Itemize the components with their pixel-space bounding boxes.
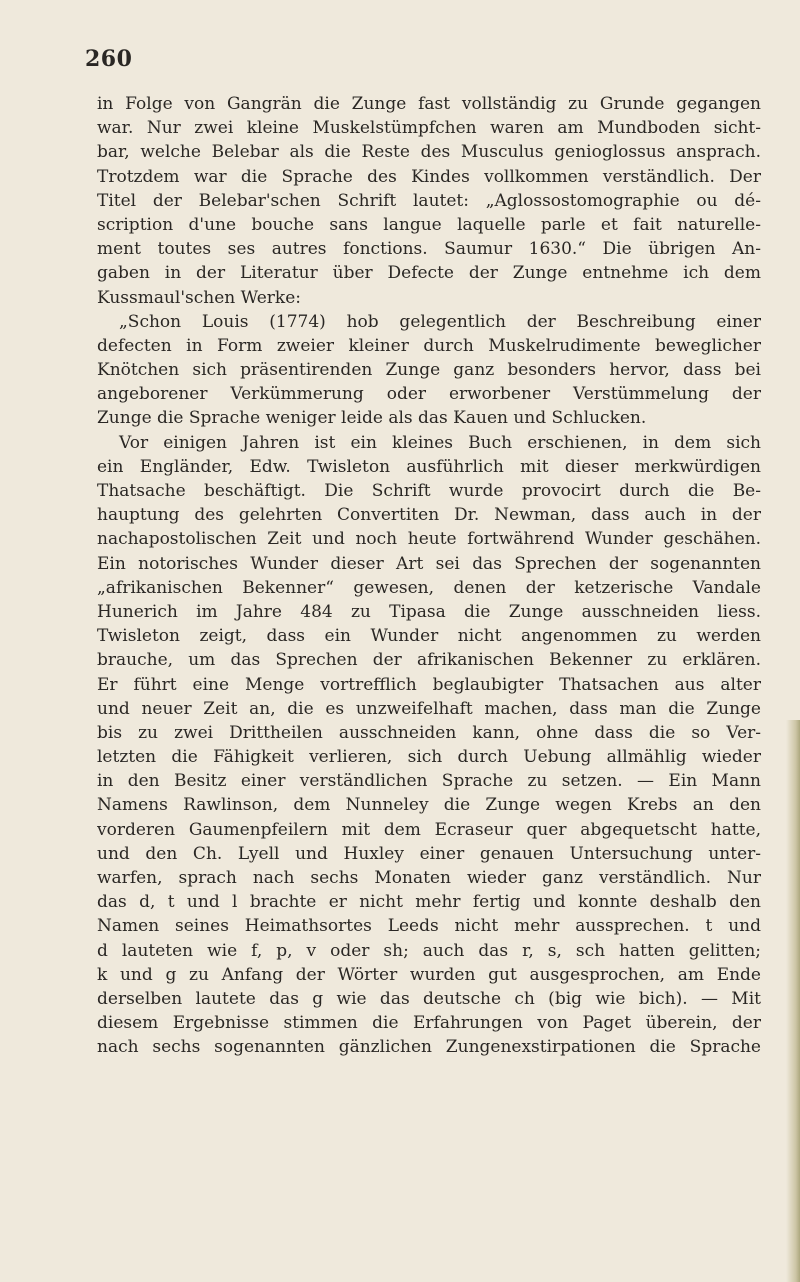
text-line: Ein notorisches Wunder dieser Art sei das Sprechen der sogenannten (97, 553, 761, 574)
text-line: und neuer Zeit an, die es unzweifelhaft machen, dass man die Zunge (97, 698, 761, 719)
text-line: nach sechs sogenannten gänzlichen Zungenexstirpationen die Sprache (97, 1037, 761, 1058)
text-line: Zunge die Sprache weniger leide als das Kauen und Schlucken. (97, 408, 647, 429)
text-line: und den Ch. Lyell und Huxley einer genauen Untersuchung unter- (97, 843, 761, 864)
text-line: hauptung des gelehrten Convertiten Dr. Newman, dass auch in der (97, 505, 761, 526)
text-line: Vor einigen Jahren ist ein kleines Buch erschienen, in dem sich (119, 432, 761, 453)
text-line: „afrikanischen Bekenner“ gewesen, denen der ketzerische Vandale (97, 577, 761, 598)
text-line: Er führt eine Menge vortrefflich beglaubigter Thatsachen aus alter (97, 674, 761, 695)
text-line: Kussmaul'schen Werke: (97, 287, 302, 308)
text-line: scription d'une bouche sans langue laquelle parle et fait naturelle- (97, 214, 761, 235)
text-line: in den Besitz einer verständlichen Sprache zu setzen. — Ein Mann (97, 771, 761, 792)
text-line: diesem Ergebnisse stimmen die Erfahrungen von Paget überein, der (97, 1013, 761, 1034)
text-line: warfen, sprach nach sechs Monaten wieder ganz verständlich. Nur (97, 868, 761, 888)
page-number: 260 (85, 46, 133, 72)
text-line: das d, t und l brachte er nicht mehr fertig und konnte deshalb den (97, 892, 761, 913)
text-line: Namens Rawlinson, dem Nunneley die Zunge wegen Krebs an den (97, 795, 761, 816)
text-line: Hunerich im Jahre 484 zu Tipasa die Zunge ausschneiden liess. (97, 601, 761, 622)
text-line: war. Nur zwei kleine Muskelstümpfchen waren am Mundboden sicht- (97, 118, 761, 139)
text-line: Titel der Belebar'schen Schrift lautet: „Aglossostomographie ou dé- (97, 190, 761, 211)
text-line: Knötchen sich präsentirenden Zunge ganz besonders hervor, dass bei (97, 360, 761, 381)
text-line: Twisleton zeigt, dass ein Wunder nicht angenommen zu werden (97, 626, 761, 647)
text-line: vorderen Gaumenpfeilern mit dem Ecraseur quer abgequetscht hatte, (97, 819, 761, 840)
text-line: nachapostolischen Zeit und noch heute fortwährend Wunder geschähen. (97, 529, 761, 550)
text-line: Namen seines Heimathsortes Leeds nicht mehr aussprechen. t und (97, 916, 761, 937)
text-line: angeborener Verkümmerung oder erworbener Verstümmelung der (97, 384, 761, 405)
text-line: in Folge von Gangrän die Zunge fast vollständig zu Grunde gegangen (97, 94, 761, 114)
text-line: bar, welche Belebar als die Reste des Musculus genioglossus ansprach. (97, 142, 761, 163)
text-line: ein Engländer, Edw. Twisleton ausführlich mit dieser merkwürdigen (97, 456, 761, 477)
text-line: k und g zu Anfang der Wörter wurden gut ausgesprochen, am Ende (97, 964, 761, 985)
text-line: Trotzdem war die Sprache des Kindes vollkommen verständlich. Der (97, 166, 761, 187)
text-line: „Schon Louis (1774) hob gelegentlich der Beschreibung einer (119, 311, 761, 332)
page-edge-shadow (786, 720, 800, 1282)
body-text (97, 92, 761, 1060)
text-line: letzten die Fähigkeit verlieren, sich durch Uebung allmählig wieder (97, 747, 761, 768)
text-line: ment toutes ses autres fonctions. Saumur 1630.“ Die übrigen An- (97, 239, 761, 260)
text-line: bis zu zwei Drittheilen ausschneiden kann, ohne dass die so Ver- (97, 722, 761, 743)
text-line: brauche, um das Sprechen der afrikanischen Bekenner zu erklären. (97, 650, 761, 671)
text-line: gaben in der Literatur über Defecte der Zunge entnehme ich dem (97, 263, 761, 284)
text-line: d lauteten wie f, p, v oder sh; auch das r, s, sch hatten gelitten; (97, 940, 761, 961)
text-line: defecten in Form zweier kleiner durch Muskelrudimente beweglicher (97, 335, 761, 356)
text-line: Thatsache beschäftigt. Die Schrift wurde provocirt durch die Be- (97, 481, 761, 501)
text-line: derselben lautete das g wie das deutsche ch (big wie bich). — Mit (97, 988, 761, 1009)
